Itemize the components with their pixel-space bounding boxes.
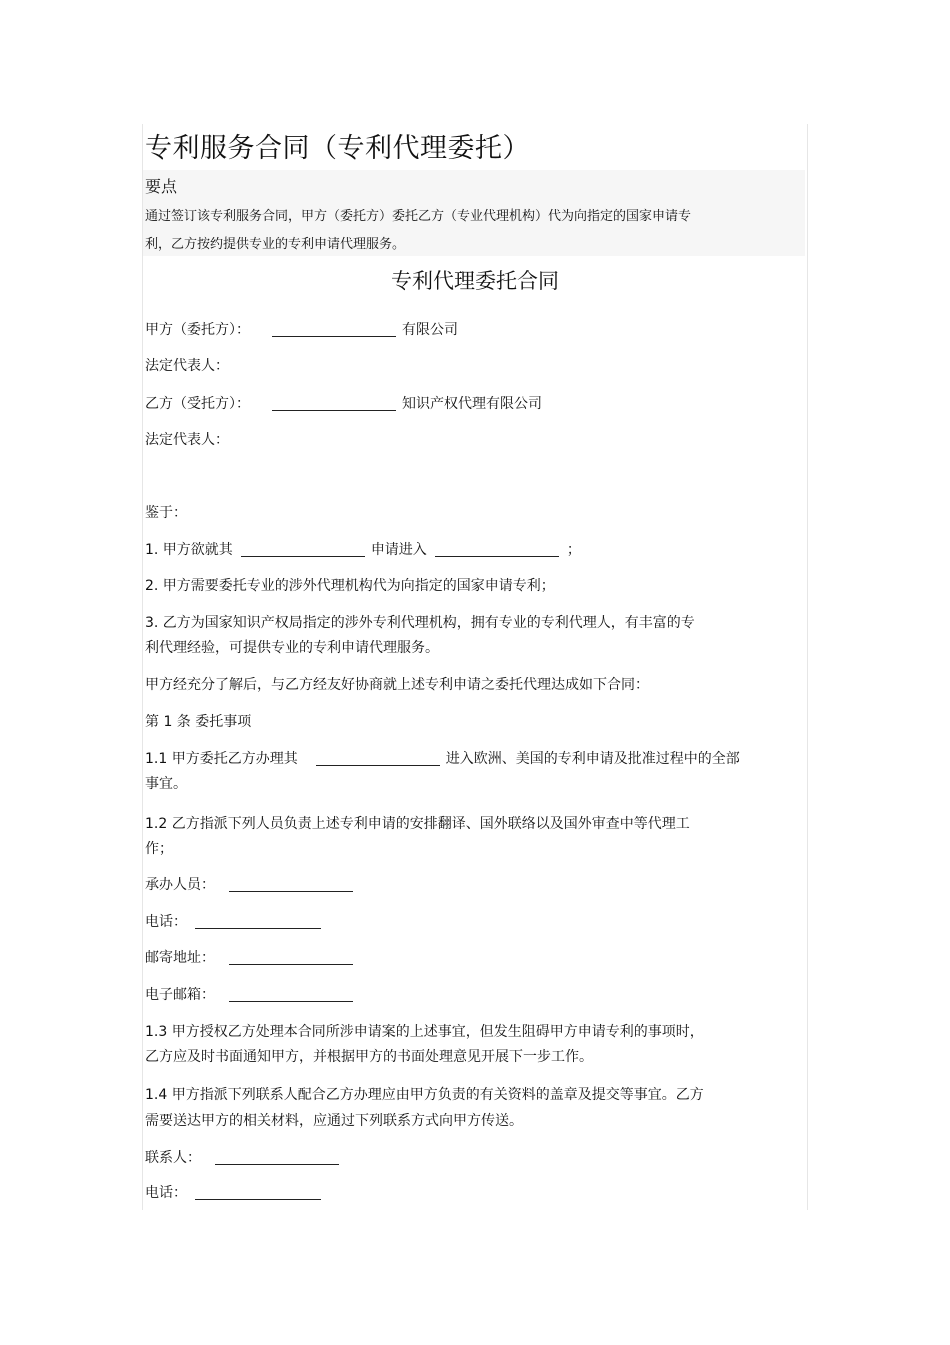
party-a-name-blank[interactable] [272,321,396,337]
key-points-text-line2: 利，乙方按约提供专业的专利申请代理服务。 [145,237,406,252]
clause-1-1-line1 [145,748,740,768]
key-points-text-line1: 通过签订该专利服务合同，甲方（委托方）委托乙方（专业代理机构）代为向指定的国家申请专 [145,209,692,224]
contact-field [145,1147,339,1167]
address-blank[interactable] [229,949,353,965]
email-blank[interactable] [229,986,353,1002]
clause-1-4-line2: 需要送达甲方的相关材料，应通过下列联系方式向甲方传送。 [145,1113,523,1129]
phone2-blank[interactable] [195,1184,321,1200]
party-b-name-blank[interactable] [272,395,396,411]
item1-text-b: 申请进入 [370,542,427,558]
item1-text-c: ； [566,542,581,558]
phone2-label: 电话： [145,1185,187,1201]
party-a-label: 甲方（委托方）： [145,322,250,338]
whereas-item-1 [145,539,581,559]
clause-1-1-blank[interactable] [316,750,440,766]
phone2-field [145,1182,321,1202]
address-field [145,947,353,967]
target-country-blank[interactable] [435,541,559,557]
email-label: 电子邮箱： [145,987,215,1003]
handler-field [145,874,353,894]
contact-blank[interactable] [215,1149,339,1165]
article-1-heading: 第 1 条 委托事项 [145,714,252,730]
agreement-statement: 甲方经充分了解后，与乙方经友好协商就上述专利申请之委托代理达成如下合同： [145,677,649,693]
phone-field [145,911,321,931]
clause-1-1-text-b: 进入欧洲、美国的专利申请及批准过程中的全部 [445,751,740,767]
document-title: 专利服务合同（专利代理委托） [145,133,530,164]
clause-1-4-line1: 1.4 甲方指派下列联系人配合乙方办理应由甲方负责的有关资料的盖章及提交等事宜。乙方 [145,1087,704,1103]
item1-text-a: 1. 甲方欲就其 [145,542,233,558]
contact-label: 联系人： [145,1150,201,1166]
clause-1-1-text-a: 1.1 甲方委托乙方办理其 [145,751,298,767]
address-label: 邮寄地址： [145,950,215,966]
handler-label: 承办人员： [145,877,215,893]
party-b-line [145,393,542,413]
party-b-representative: 法定代表人： [145,432,229,448]
clause-1-2-line1: 1.2 乙方指派下列人员负责上述专利申请的安排翻译、国外联络以及国外审查中等代理工 [145,816,690,832]
clause-1-3-line1: 1.3 甲方授权乙方处理本合同所涉申请案的上述事宜，但发生阻碍甲方申请专利的事项时， [145,1024,704,1040]
party-a-line [145,319,458,339]
patent-name-blank[interactable] [241,541,365,557]
clause-1-2-line2: 作； [145,841,173,857]
clause-1-1-line2: 事宜。 [145,776,187,792]
contract-title: 专利代理委托合同 [391,269,559,293]
email-field [145,984,353,1004]
handler-blank[interactable] [229,876,353,892]
party-a-representative: 法定代表人： [145,358,229,374]
whereas-item-3-line1: 3. 乙方为国家知识产权局指定的涉外专利代理机构，拥有专业的专利代理人，有丰富的专 [145,615,695,631]
whereas-item-3-line2: 利代理经验，可提供专业的专利申请代理服务。 [145,640,439,656]
party-a-suffix: 有限公司 [402,322,458,338]
whereas-item-2: 2. 甲方需要委托专业的涉外代理机构代为向指定的国家申请专利； [145,578,555,594]
whereas-heading: 鉴于： [145,505,187,521]
clause-1-3-line2: 乙方应及时书面通知甲方，并根据甲方的书面处理意见开展下一步工作。 [145,1049,593,1065]
phone-label: 电话： [145,914,187,930]
phone-blank[interactable] [195,913,321,929]
party-b-suffix: 知识产权代理有限公司 [402,396,542,412]
key-points-label: 要点 [145,177,178,196]
party-b-label: 乙方（受托方）： [145,396,250,412]
